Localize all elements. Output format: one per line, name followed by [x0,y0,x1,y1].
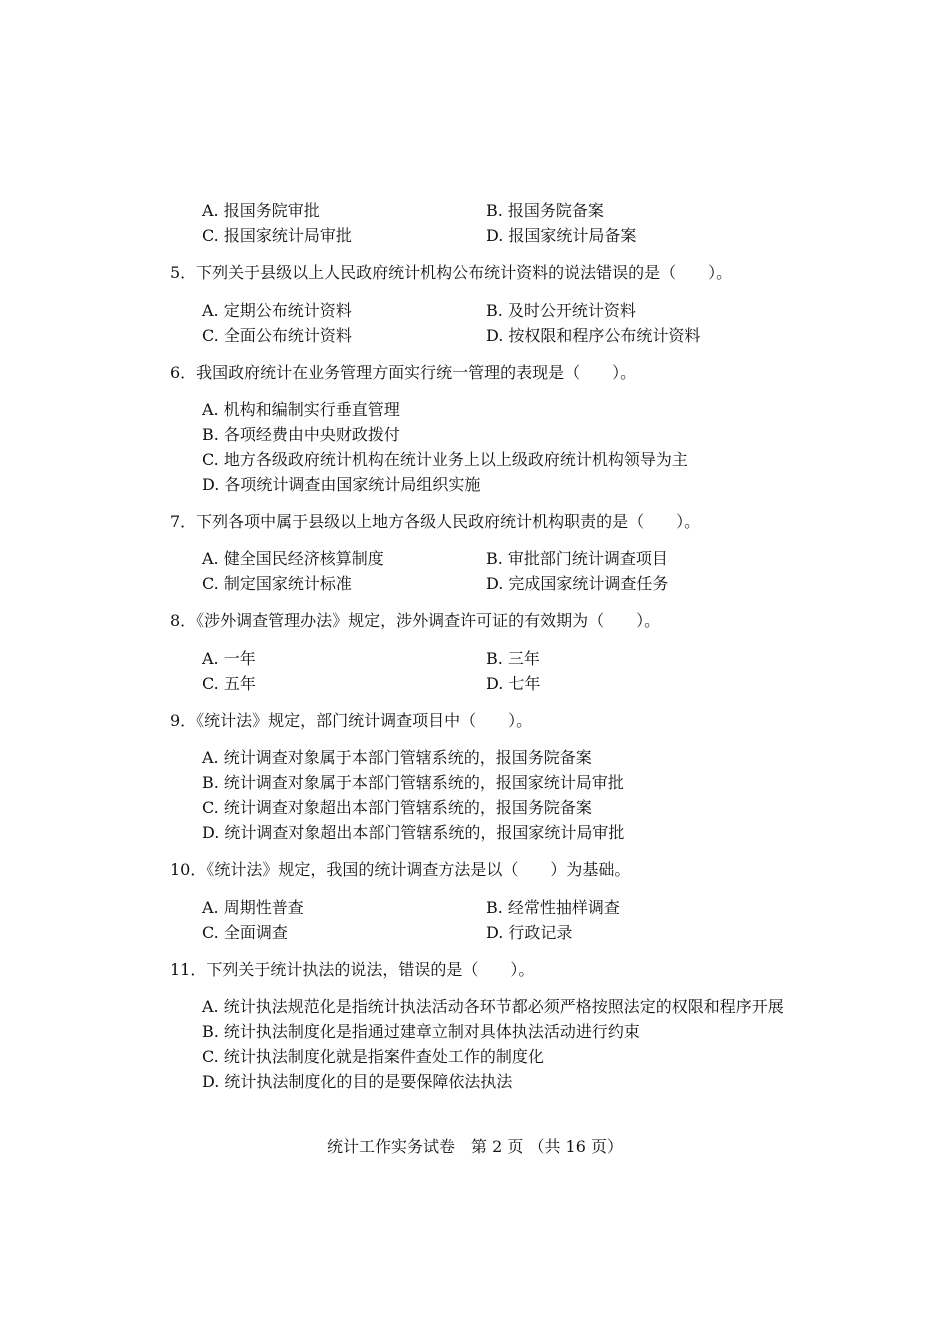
q6-option-b: B. 各项经费由中央财政拨付 [202,425,400,444]
option-row [202,223,802,248]
q11-stem: 11．下列关于统计执法的说法，错误的是（ ）。 [170,960,535,979]
q9-option-d: D. 统计调查对象超出本部门管辖系统的，报国家统计局审批 [202,823,625,842]
q6-option-d: D. 各项统计调查由国家统计局组织实施 [202,475,481,494]
q7-option-d: D. 完成国家统计调查任务 [486,574,669,593]
q7-option-c: C. 制定国家统计标准 [202,574,352,593]
q4-option-a: A. 报国务院审批 [202,201,320,220]
q9-option-a: A. 统计调查对象属于本部门管辖系统的，报国务院备案 [202,748,592,767]
q4-option-b: B. 报国务院备案 [486,201,604,220]
q9-option-c: C. 统计调查对象超出本部门管辖系统的，报国务院备案 [202,798,592,817]
q5-stem: 5．下列关于县级以上人民政府统计机构公布统计资料的说法错误的是（ ）。 [170,263,733,282]
q5-option-b: B. 及时公开统计资料 [486,301,636,320]
q4-option-d: D. 报国家统计局备案 [486,226,637,245]
q9-options [202,745,802,845]
q8-option-a: A. 一年 [202,649,256,668]
q8-options [202,646,802,696]
option-row [202,546,802,571]
q11-options [202,994,802,1094]
q10-option-c: C. 全面调查 [202,923,288,942]
option-row [202,323,802,348]
q8-option-b: B. 三年 [486,649,540,668]
q6-option-c: C. 地方各级政府统计机构在统计业务上以上级政府统计机构领导为主 [202,450,688,469]
q5-option-d: D. 按权限和程序公布统计资料 [486,326,701,345]
q7-option-b: B. 审批部门统计调查项目 [486,549,668,568]
q11-option-a: A. 统计执法规范化是指统计执法活动各环节都必须严格按照法定的权限和程序开展 [202,997,784,1016]
q6-options [202,397,802,497]
q10-option-d: D. 行政记录 [486,923,573,942]
q10-option-b: B. 经常性抽样调查 [486,898,620,917]
option-row [202,298,802,323]
q5-options [202,298,802,348]
q9-stem: 9．《统计法》规定，部门统计调查项目中（ ）。 [170,711,533,730]
q10-option-a: A. 周期性普查 [202,898,304,917]
q11-option-d: D. 统计执法制度化的目的是要保障依法执法 [202,1072,513,1091]
q8-option-c: C. 五年 [202,674,256,693]
q5-option-c: C. 全面公布统计资料 [202,326,352,345]
page-footer: 统计工作实务试卷 第 2 页 （共 16 页） [327,1137,623,1156]
q5-option-a: A. 定期公布统计资料 [202,301,352,320]
q7-option-a: A. 健全国民经济核算制度 [202,549,384,568]
q8-option-d: D. 七年 [486,674,541,693]
option-row [202,646,802,671]
q7-options [202,546,802,596]
q10-stem: 10．《统计法》规定，我国的统计调查方法是以（ ）为基础。 [170,860,631,879]
q11-option-c: C. 统计执法制度化就是指案件查处工作的制度化 [202,1047,544,1066]
q6-option-a: A. 机构和编制实行垂直管理 [202,400,400,419]
q9-option-b: B. 统计调查对象属于本部门管辖系统的，报国家统计局审批 [202,773,624,792]
option-row [202,671,802,696]
q4-options [202,198,802,248]
option-row [202,571,802,596]
q8-stem: 8．《涉外调查管理办法》规定，涉外调查许可证的有效期为（ ）。 [170,611,661,630]
option-row [202,198,802,223]
q6-stem: 6．我国政府统计在业务管理方面实行统一管理的表现是（ ）。 [170,363,637,382]
option-row [202,920,802,945]
q4-option-c: C. 报国家统计局审批 [202,226,352,245]
q11-option-b: B. 统计执法制度化是指通过建章立制对具体执法活动进行约束 [202,1022,640,1041]
q10-options [202,895,802,945]
option-row [202,895,802,920]
q7-stem: 7．下列各项中属于县级以上地方各级人民政府统计机构职责的是（ ）。 [170,512,701,531]
